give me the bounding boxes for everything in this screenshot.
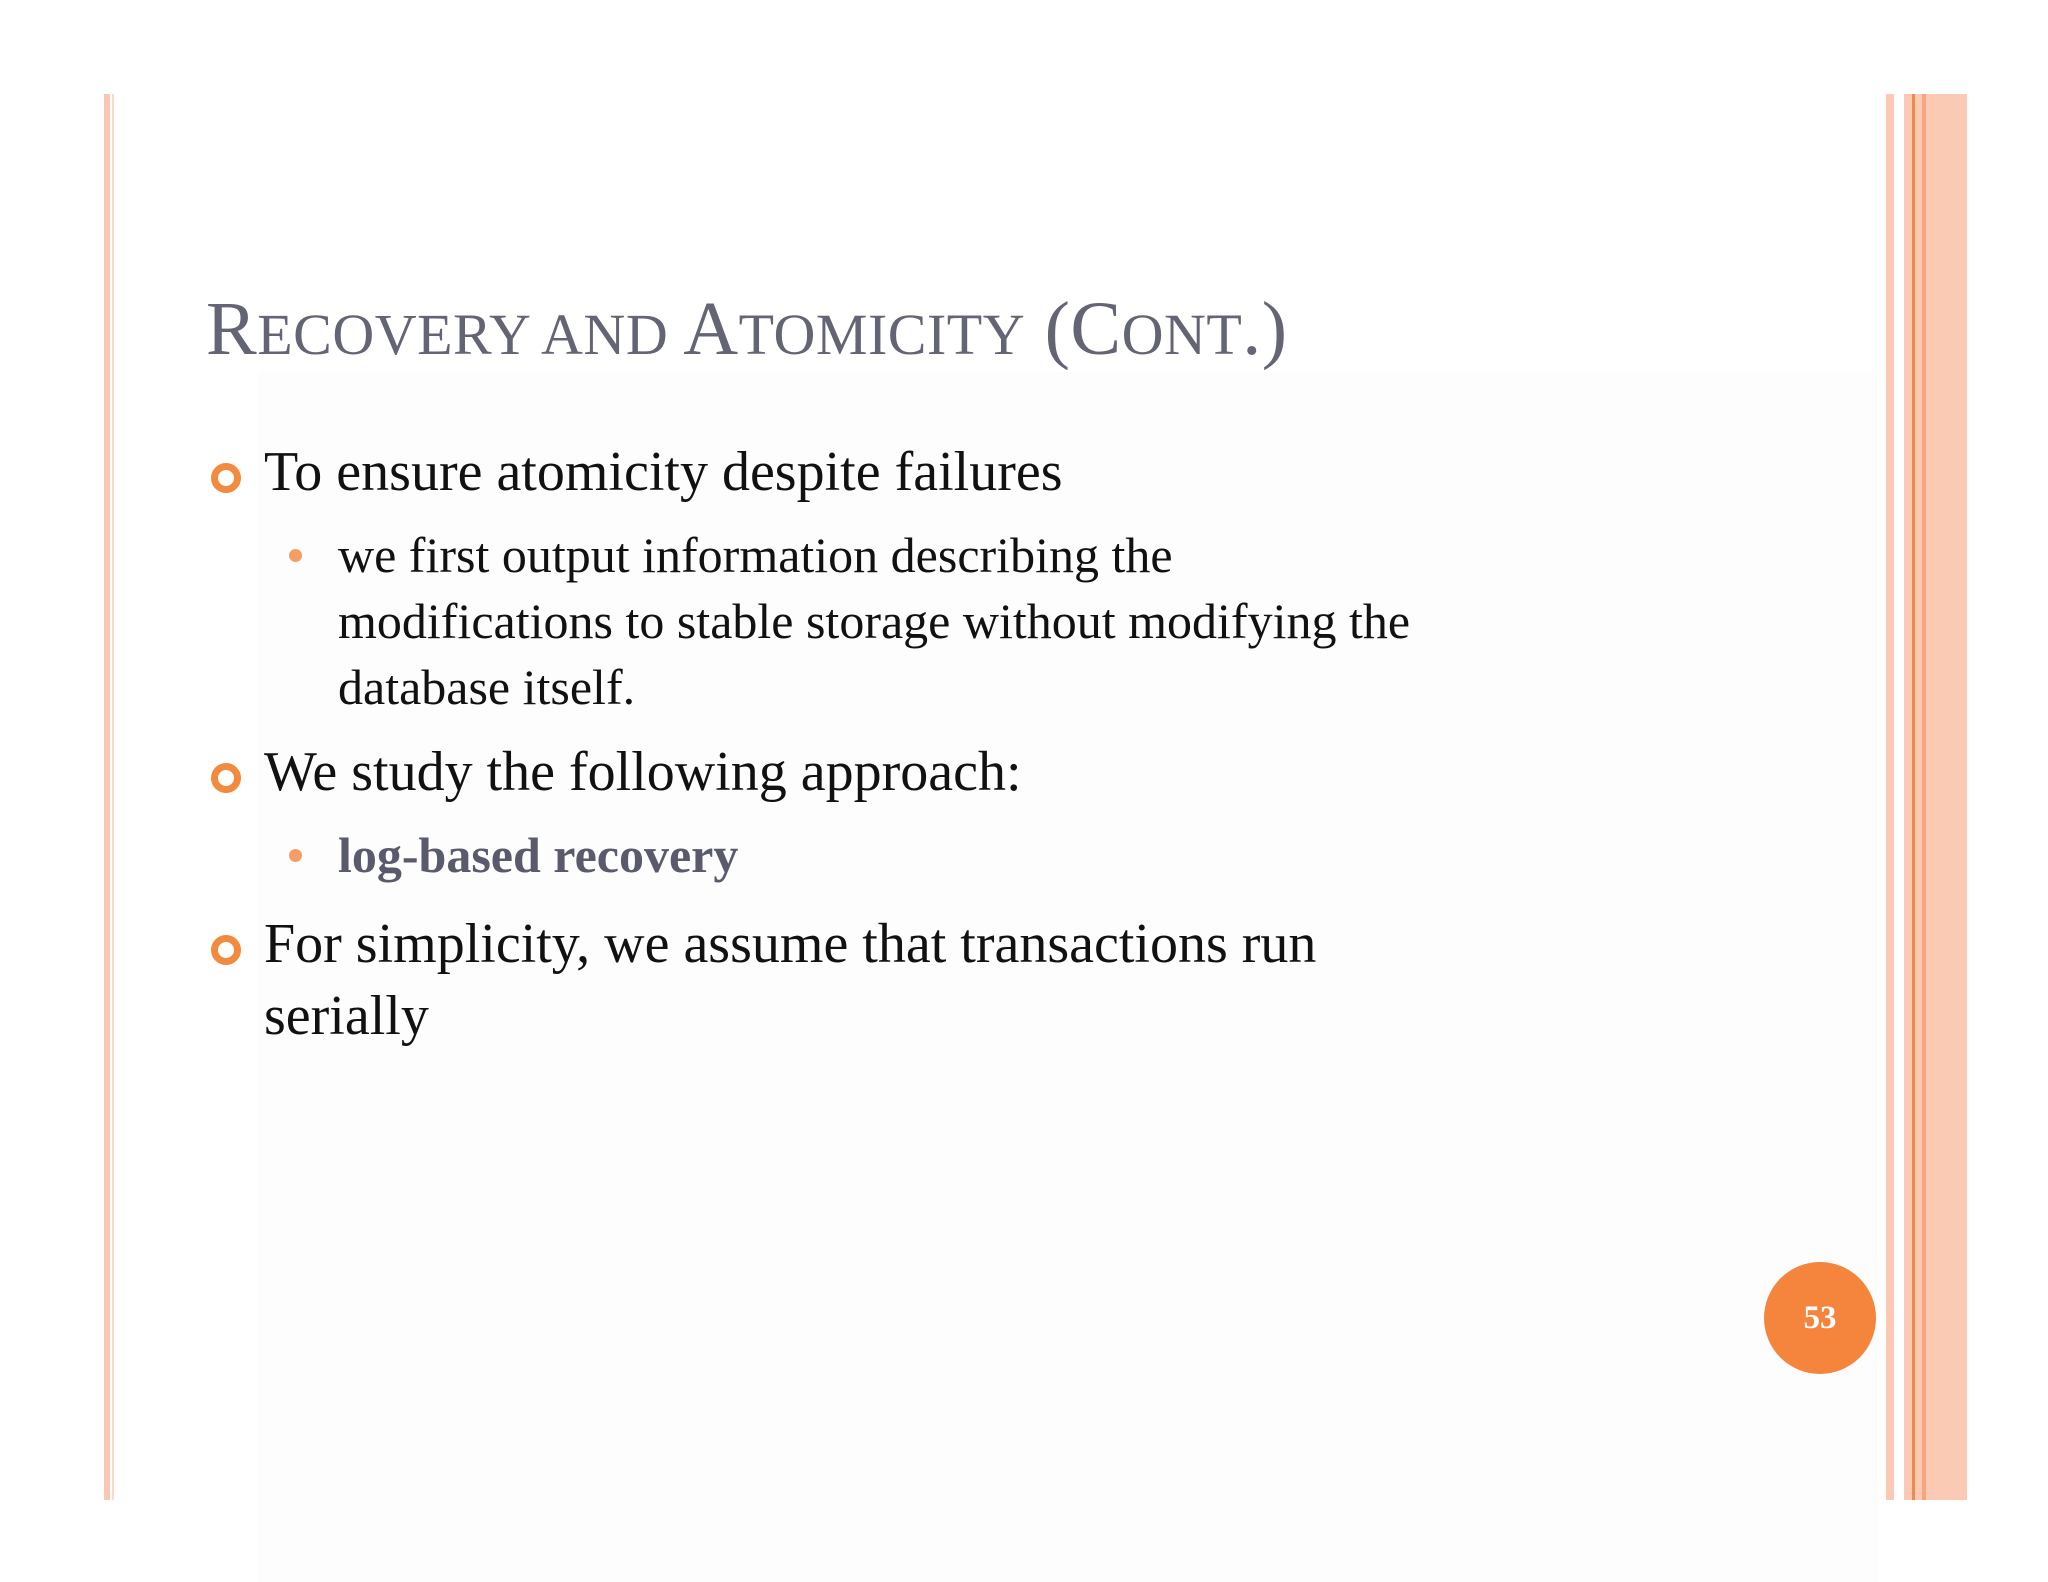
- sub-bullet-1-line-1: we first output information describing the: [338, 527, 1173, 583]
- left-border-line: [104, 94, 110, 1500]
- right-border-band: [1886, 94, 1894, 1500]
- page-number: 53: [1803, 1299, 1837, 1336]
- sub-bullet-1-line-2: modifications to stable storage without modifying the: [338, 593, 1411, 649]
- page-number-badge: [1764, 1262, 1876, 1374]
- right-border-accent-line: [1912, 94, 1915, 1500]
- bullet-3-line-1: For simplicity, we assume that transactions run: [264, 913, 1317, 975]
- bullet-2-text: We study the following approach:: [264, 741, 1022, 803]
- bullet-ring-icon: [211, 935, 241, 965]
- sub-bullet-dot-icon: [289, 849, 302, 862]
- bullet-1-text: To ensure atomicity despite failures: [264, 441, 1063, 503]
- bullet-ring-icon: [211, 463, 241, 493]
- sub-bullet-dot-icon: [289, 549, 302, 562]
- right-border-line: [1922, 94, 1926, 1500]
- bullet-ring-icon: [211, 763, 241, 793]
- sub-bullet-2-text: log-based recovery: [338, 827, 739, 883]
- right-border-band: [1904, 94, 1912, 1500]
- sub-bullet-1-line-3: database itself.: [338, 659, 636, 715]
- bullet-3-line-2: serially: [264, 985, 429, 1047]
- left-border-line-thin: [112, 94, 114, 1500]
- slide-title: RECOVERY AND ATOMICITY (CONT.): [206, 287, 1288, 371]
